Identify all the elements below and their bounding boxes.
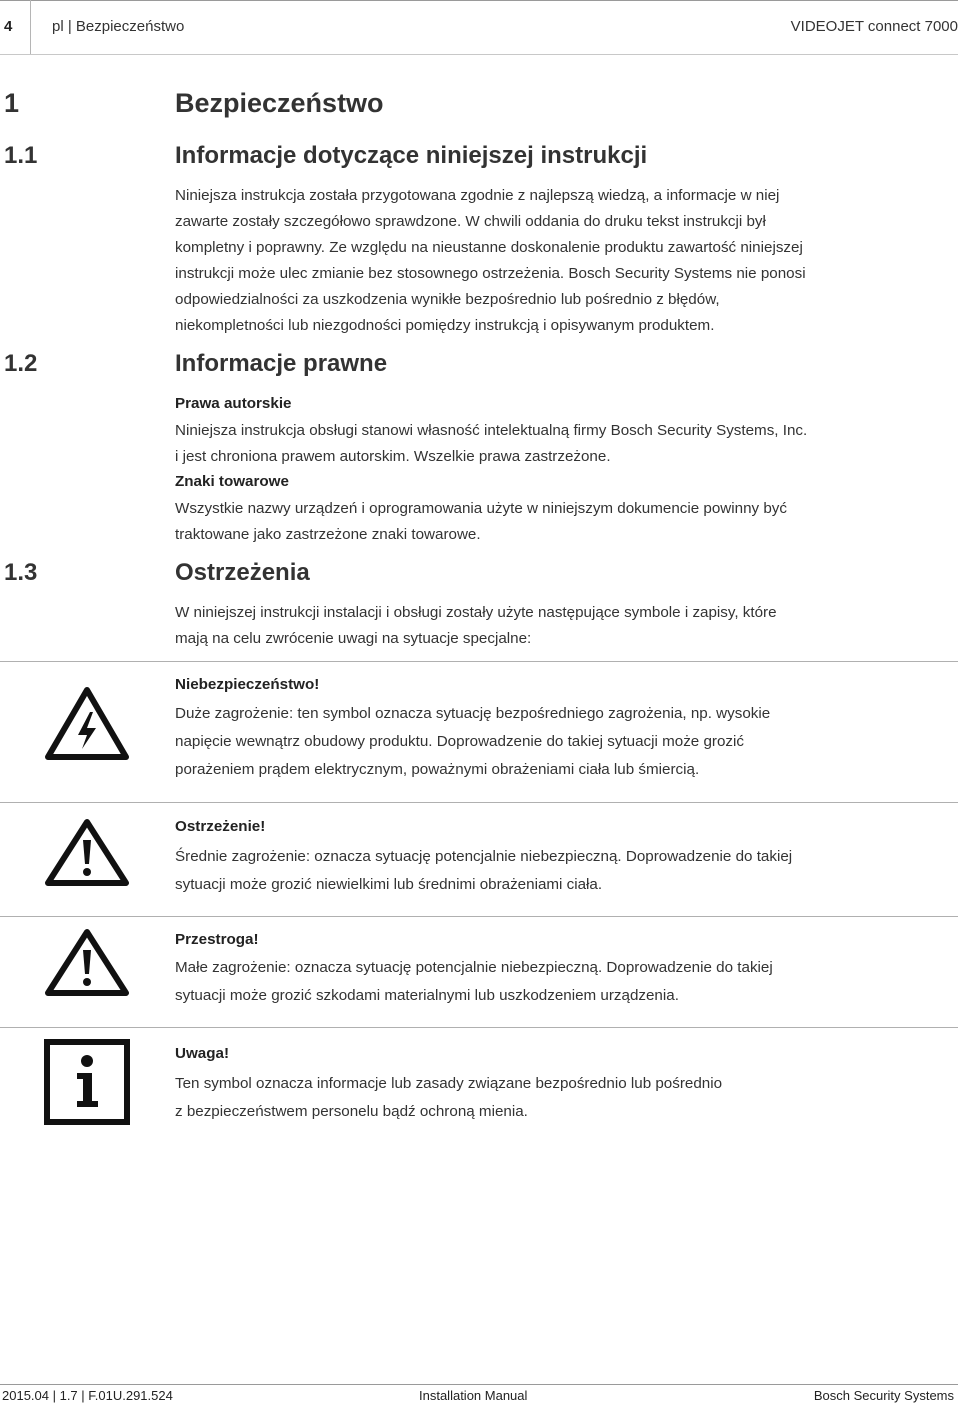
notice-line: Ten symbol oznacza informacje lub zasady związane bezpośrednio lub pośrednio bbox=[175, 1075, 723, 1092]
notice-line: Małe zagrożenie: oznacza sytuację potencjalnie niebezpieczną. Doprowadzenie do takiej bbox=[175, 959, 773, 976]
notice-line: porażeniem prądem elektrycznym, poważnymi obrażeniami ciała lub śmiercią. bbox=[175, 761, 700, 778]
section-number: 1.1 bbox=[4, 142, 38, 169]
info-icon bbox=[44, 1039, 130, 1130]
paragraph-line: instrukcji może ulec zmianie bez stosownego ostrzeżenia. Bosch Security Systems nie ponosi bbox=[175, 265, 806, 282]
header-separator bbox=[30, 0, 31, 55]
notice-title: Uwaga! bbox=[175, 1045, 230, 1062]
notice-divider bbox=[0, 1027, 958, 1028]
notice-divider bbox=[0, 661, 958, 662]
caution-triangle-icon bbox=[44, 928, 130, 1003]
paragraph-line: Niniejsza instrukcja obsługi stanowi własność intelektualną firmy Bosch Security Systems, Inc. bbox=[175, 422, 808, 439]
paragraph-line: Wszystkie nazwy urządzeń i oprogramowania użyte w niniejszym dokumencie powinny być bbox=[175, 500, 787, 517]
page-header bbox=[0, 0, 960, 55]
notice-line: napięcie wewnątrz obudowy produktu. Doprowadzenie do takiej sytuacji może grozić bbox=[175, 733, 744, 750]
page-footer bbox=[0, 1384, 960, 1405]
notice-text bbox=[175, 843, 935, 899]
paragraph-line: mają na celu zwrócenie uwagi na sytuacje specjalne: bbox=[175, 630, 532, 647]
notice-divider bbox=[0, 802, 958, 803]
footer-company: Bosch Security Systems bbox=[813, 1388, 954, 1403]
notice-line: Średnie zagrożenie: oznacza sytuację potencjalnie niebezpieczną. Doprowadzenie do takiej bbox=[175, 848, 793, 865]
warning-triangle-icon bbox=[44, 818, 130, 893]
section-title: Ostrzeżenia bbox=[175, 559, 310, 586]
section-number: 1.3 bbox=[4, 559, 38, 586]
header-section-title: pl | Bezpieczeństwo bbox=[52, 18, 185, 35]
header-product-name: VIDEOJET connect 7000 bbox=[790, 18, 958, 35]
section-title: Informacje dotyczące niniejszej instrukcji bbox=[175, 142, 648, 169]
notice-title: Niebezpieczeństwo! bbox=[175, 676, 320, 693]
section-1-1-paragraph bbox=[175, 183, 960, 339]
header-top-rule bbox=[0, 0, 958, 1]
chapter-title: Bezpieczeństwo bbox=[175, 88, 384, 118]
footer-document-type: Installation Manual bbox=[419, 1388, 528, 1403]
notice-line: sytuacji może grozić niewielkimi lub średnimi obrażeniami ciała. bbox=[175, 876, 603, 893]
paragraph-line: kompletny i poprawny. Ze względu na nieustanne doskonalenie produktu zawartość niniejszej bbox=[175, 239, 803, 256]
paragraph-line: Niniejsza instrukcja została przygotowana zgodnie z najlepszą wiedzą, a informacje w niej bbox=[175, 187, 780, 204]
copyright-heading: Prawa autorskie bbox=[175, 395, 292, 412]
footer-rule bbox=[0, 1384, 958, 1385]
header-bottom-rule bbox=[0, 54, 958, 55]
notice-text bbox=[175, 1070, 935, 1126]
warnings-intro-paragraph bbox=[175, 600, 960, 652]
notice-title: Przestroga! bbox=[175, 931, 259, 948]
notice-line: z bezpieczeństwem personelu bądź ochroną mienia. bbox=[175, 1103, 528, 1120]
trademarks-heading: Znaki towarowe bbox=[175, 473, 289, 490]
section-number: 1.2 bbox=[4, 350, 38, 377]
notice-title: Ostrzeżenie! bbox=[175, 818, 266, 835]
trademarks-paragraph bbox=[175, 496, 960, 548]
copyright-paragraph bbox=[175, 418, 960, 470]
section-title: Informacje prawne bbox=[175, 350, 388, 377]
high-voltage-warning-icon bbox=[44, 686, 130, 767]
notice-line: sytuacji może grozić szkodami materialnymi lub uszkodzeniem urządzenia. bbox=[175, 987, 679, 1004]
page-number: 4 bbox=[4, 18, 13, 35]
paragraph-line: odpowiedzialności za uszkodzenia wynikłe bezpośrednio lub pośrednio z błędów, bbox=[175, 291, 720, 308]
paragraph-line: niekompletności lub niezgodności pomiędzy instrukcją i opisywanym produktem. bbox=[175, 317, 715, 334]
footer-document-id: 2015.04 | 1.7 | F.01U.291.524 bbox=[2, 1388, 173, 1403]
notice-text bbox=[175, 954, 935, 1010]
notice-text bbox=[175, 700, 935, 784]
paragraph-line: W niniejszej instrukcji instalacji i obsługi zostały użyte następujące symbole i zapisy, które bbox=[175, 604, 777, 621]
chapter-number: 1 bbox=[4, 88, 20, 118]
notice-line: Duże zagrożenie: ten symbol oznacza sytuację bezpośredniego zagrożenia, np. wysokie bbox=[175, 705, 771, 722]
paragraph-line: i jest chroniona prawem autorskim. Wszelkie prawa zastrzeżone. bbox=[175, 448, 611, 465]
notice-divider bbox=[0, 916, 958, 917]
paragraph-line: traktowane jako zastrzeżone znaki towarowe. bbox=[175, 526, 481, 543]
paragraph-line: zawarte zostały szczegółowo sprawdzone. W chwili oddania do druku tekst instrukcji był bbox=[175, 213, 766, 230]
